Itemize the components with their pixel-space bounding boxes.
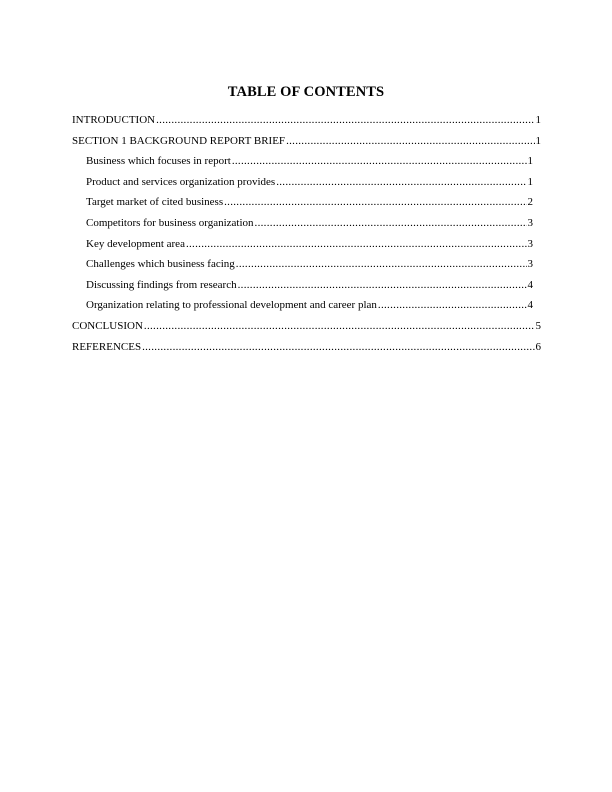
toc-dot-leader xyxy=(144,319,535,333)
toc-entry-label[interactable]: Target market of cited business xyxy=(86,196,224,209)
toc-entry-label[interactable]: CONCLUSION xyxy=(72,319,143,332)
toc-title: TABLE OF CONTENTS xyxy=(227,84,385,100)
toc-entry-label[interactable]: Challenges which business facing xyxy=(86,258,235,271)
toc-page-number: 1 xyxy=(527,175,533,188)
toc-entry-label[interactable]: REFERENCES xyxy=(72,340,142,353)
table-of-contents xyxy=(72,113,541,360)
toc-entry-label[interactable]: SECTION 1 BACKGROUND REPORT BRIEF xyxy=(72,134,286,147)
toc-dot-leader xyxy=(224,195,526,209)
toc-entry-introduction[interactable] xyxy=(72,113,541,134)
toc-dot-leader xyxy=(186,237,527,251)
toc-dot-leader xyxy=(236,257,527,271)
toc-dot-leader xyxy=(286,134,534,148)
toc-entry-challenges[interactable] xyxy=(72,257,541,278)
toc-entry-competitors[interactable] xyxy=(72,216,541,237)
toc-page-number: 5 xyxy=(535,319,541,332)
toc-page-number: 1 xyxy=(527,155,533,168)
toc-entry-target-market[interactable] xyxy=(72,195,541,216)
toc-dot-leader xyxy=(232,154,527,168)
toc-page-number: 1 xyxy=(535,134,541,147)
toc-entry-business-focus[interactable] xyxy=(72,154,541,175)
toc-entry-references[interactable] xyxy=(72,340,541,361)
toc-page-number: 3 xyxy=(527,216,533,229)
toc-entry-section-1[interactable] xyxy=(72,134,541,155)
toc-entry-products-services[interactable] xyxy=(72,175,541,196)
toc-page-number: 4 xyxy=(527,278,533,291)
toc-entry-findings[interactable] xyxy=(72,278,541,299)
toc-entry-professional-development[interactable] xyxy=(72,298,541,319)
toc-entry-label[interactable]: Discussing findings from research xyxy=(86,278,237,291)
toc-page-number: 2 xyxy=(527,196,533,209)
toc-page-number: 4 xyxy=(527,299,533,312)
toc-entry-label[interactable]: Key development area xyxy=(86,237,185,250)
toc-entry-label[interactable]: Competitors for business organization xyxy=(86,216,254,229)
toc-dot-leader xyxy=(156,113,534,127)
toc-dot-leader xyxy=(255,216,527,230)
toc-entry-label[interactable]: Product and services organization provides xyxy=(86,175,276,188)
toc-entry-label[interactable]: INTRODUCTION xyxy=(72,114,156,126)
toc-dot-leader xyxy=(142,340,534,354)
toc-entry-key-development[interactable] xyxy=(72,237,541,258)
toc-dot-leader xyxy=(276,175,526,189)
toc-page-number: 6 xyxy=(535,340,541,353)
toc-page-number: 3 xyxy=(527,258,533,271)
toc-entry-label[interactable]: Organization relating to professional development and career plan xyxy=(86,299,377,312)
toc-entry-label[interactable]: Business which focuses in report xyxy=(86,155,231,168)
toc-entry-conclusion[interactable] xyxy=(72,319,541,340)
toc-page-number: 3 xyxy=(527,237,533,250)
toc-dot-leader xyxy=(378,298,527,312)
toc-page-number: 1 xyxy=(535,114,541,126)
toc-dot-leader xyxy=(238,278,527,292)
